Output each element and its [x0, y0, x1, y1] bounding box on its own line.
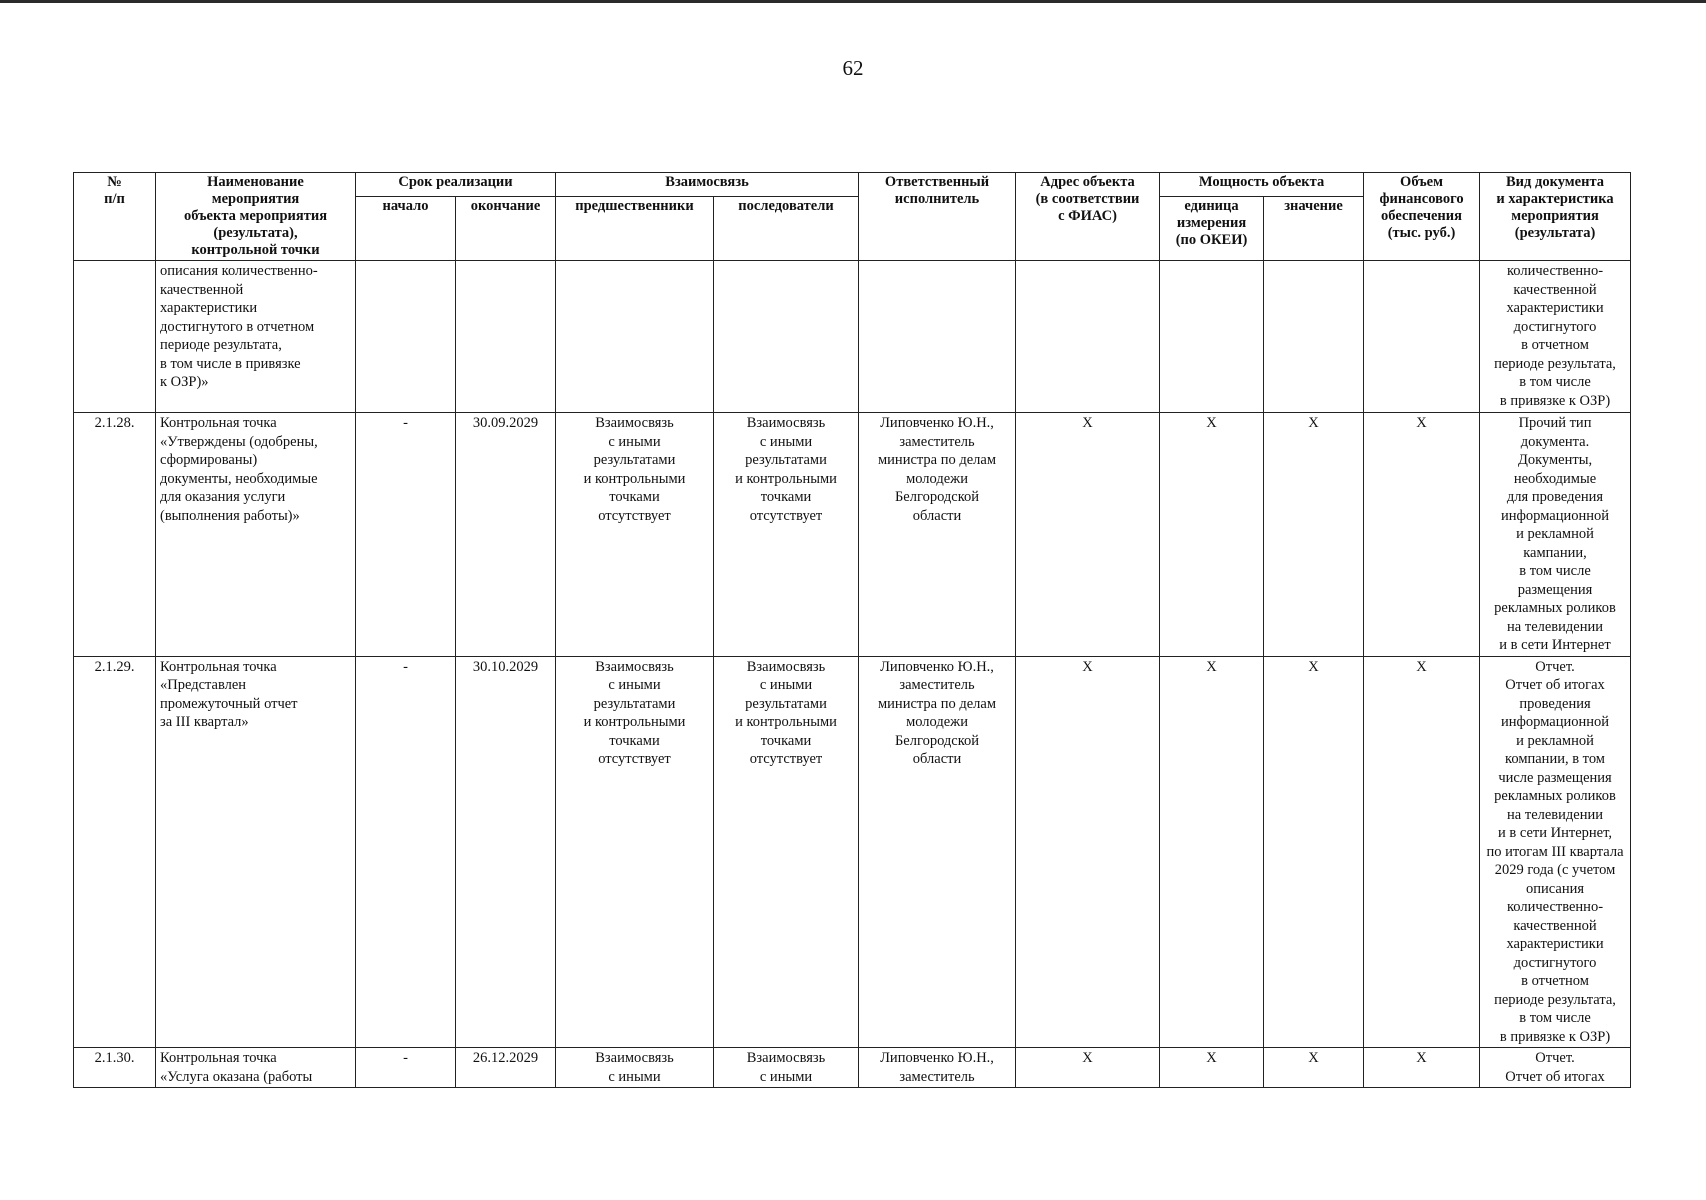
header-name: Наименование мероприятия объекта мероприятия (результата), контрольной точки — [156, 173, 356, 261]
cell-start: - — [356, 1048, 456, 1088]
cell-doc: Отчет. Отчет об итогах — [1480, 1048, 1631, 1088]
plan-table — [73, 172, 1631, 1088]
cell-finance: X — [1364, 656, 1480, 1048]
header-capacity-value: значение — [1264, 196, 1364, 260]
cell-name: Контрольная точка «Представлен промежуточный отчет за III квартал» — [156, 656, 356, 1048]
header-responsible: Ответственный исполнитель — [859, 173, 1016, 261]
cell-doc: Отчет. Отчет об итогах проведения информационной и рекламной компании, в том числе размещения рекламных роликов на телевидении и в сети Интернет, по итогам III квартала 2029 года (с учетом описания количественно- качественной характеристики достигнутого в отчетном периоде результата, в том числе в привязке к ОЗР) — [1480, 656, 1631, 1048]
cell-num: 2.1.28. — [74, 413, 156, 657]
table-row — [74, 413, 1631, 657]
cell-responsible: Липовченко Ю.Н., заместитель министра по делам молодежи Белгородской области — [859, 656, 1016, 1048]
cell-prev: Взаимосвязь с иными — [556, 1048, 714, 1088]
header-relation-next: последователи — [714, 196, 859, 260]
top-border-line — [0, 0, 1706, 3]
cell-next — [714, 261, 859, 413]
cell-end — [456, 261, 556, 413]
cell-address — [1016, 261, 1160, 413]
cell-num: 2.1.29. — [74, 656, 156, 1048]
cell-start: - — [356, 413, 456, 657]
header-doc: Вид документа и характеристика мероприятия (результата) — [1480, 173, 1631, 261]
cell-num: 2.1.30. — [74, 1048, 156, 1088]
cell-value — [1264, 261, 1364, 413]
cell-next: Взаимосвязь с иными результатами и контрольными точками отсутствует — [714, 413, 859, 657]
cell-address: X — [1016, 413, 1160, 657]
cell-value: X — [1264, 1048, 1364, 1088]
cell-unit — [1160, 261, 1264, 413]
cell-prev — [556, 261, 714, 413]
header-finance: Объем финансового обеспечения (тыс. руб.) — [1364, 173, 1480, 261]
header-period-start: начало — [356, 196, 456, 260]
cell-prev: Взаимосвязь с иными результатами и контрольными точками отсутствует — [556, 656, 714, 1048]
cell-name: Контрольная точка «Утверждены (одобрены, сформированы) документы, необходимые для оказания услуги (выполнения работы)» — [156, 413, 356, 657]
cell-finance — [1364, 261, 1480, 413]
cell-num — [74, 261, 156, 413]
header-period: Срок реализации — [356, 173, 556, 197]
header-address: Адрес объекта (в соответствии с ФИАС) — [1016, 173, 1160, 261]
cell-responsible — [859, 261, 1016, 413]
header-capacity: Мощность объекта — [1160, 173, 1364, 197]
table-row — [74, 1048, 1631, 1088]
cell-next: Взаимосвязь с иными — [714, 1048, 859, 1088]
cell-prev: Взаимосвязь с иными результатами и контрольными точками отсутствует — [556, 413, 714, 657]
cell-address: X — [1016, 656, 1160, 1048]
cell-end: 26.12.2029 — [456, 1048, 556, 1088]
cell-responsible: Липовченко Ю.Н., заместитель министра по делам молодежи Белгородской области — [859, 413, 1016, 657]
header-capacity-unit: единица измерения (по ОКЕИ) — [1160, 196, 1264, 260]
header-period-end: окончание — [456, 196, 556, 260]
cell-doc: количественно- качественной характеристики достигнутого в отчетном периоде результата, в том числе в привязке к ОЗР) — [1480, 261, 1631, 413]
cell-value: X — [1264, 656, 1364, 1048]
header-relation-prev: предшественники — [556, 196, 714, 260]
header-relation: Взаимосвязь — [556, 173, 859, 197]
cell-doc: Прочий тип документа. Документы, необходимые для проведения информационной и рекламной кампании, в том числе размещения рекламных роликов на телевидении и в сети Интернет — [1480, 413, 1631, 657]
cell-start — [356, 261, 456, 413]
cell-finance: X — [1364, 413, 1480, 657]
cell-responsible: Липовченко Ю.Н., заместитель — [859, 1048, 1016, 1088]
table-row-continuation — [74, 261, 1631, 413]
cell-name: описания количественно- качественной характеристики достигнутого в отчетном периоде результата, в том числе в привязке к ОЗР)» — [156, 261, 356, 413]
page-number: 62 — [842, 56, 864, 80]
cell-address: X — [1016, 1048, 1160, 1088]
cell-unit: X — [1160, 1048, 1264, 1088]
cell-value: X — [1264, 413, 1364, 657]
cell-unit: X — [1160, 656, 1264, 1048]
cell-finance: X — [1364, 1048, 1480, 1088]
header-row-1 — [74, 173, 1631, 197]
cell-end: 30.10.2029 — [456, 656, 556, 1048]
cell-next: Взаимосвязь с иными результатами и контрольными точками отсутствует — [714, 656, 859, 1048]
cell-end: 30.09.2029 — [456, 413, 556, 657]
cell-name: Контрольная точка «Услуга оказана (работы — [156, 1048, 356, 1088]
table-row — [74, 656, 1631, 1048]
header-num: № п/п — [74, 173, 156, 261]
cell-start: - — [356, 656, 456, 1048]
cell-unit: X — [1160, 413, 1264, 657]
